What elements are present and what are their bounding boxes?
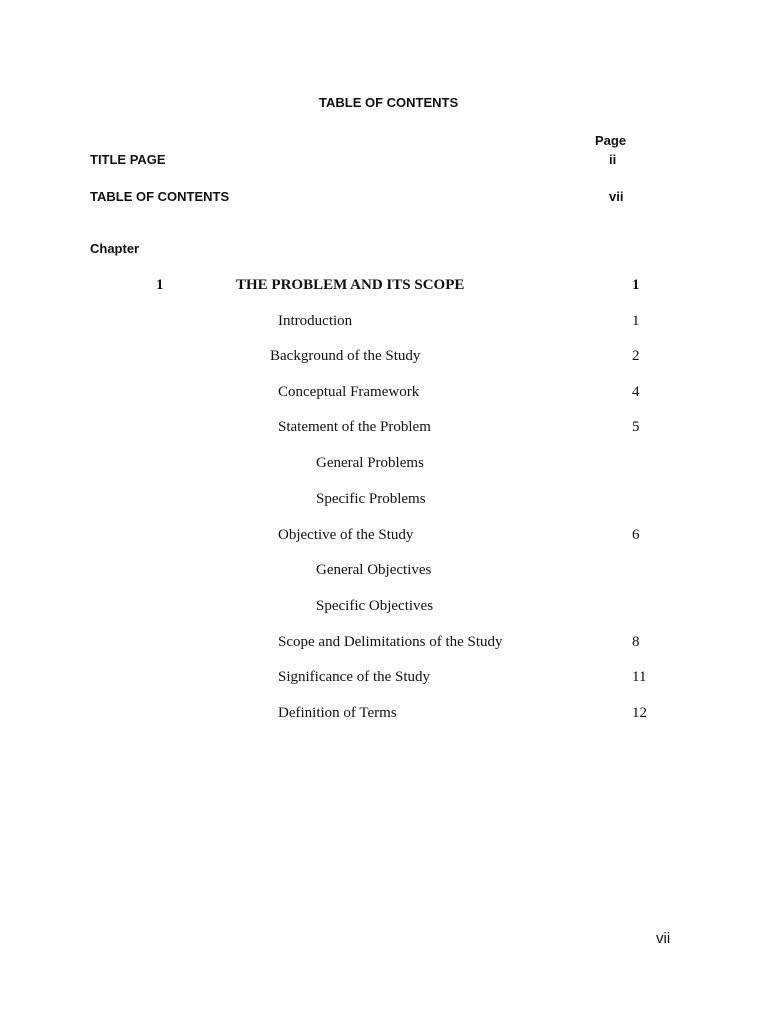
toc-entry-label: Specific Problems bbox=[316, 491, 426, 507]
toc-entry-label: Objective of the Study bbox=[278, 527, 414, 543]
page-number: vii bbox=[656, 930, 671, 947]
toc-heading: TABLE OF CONTENTS bbox=[319, 95, 459, 110]
toc-entry-label: Specific Objectives bbox=[316, 598, 434, 614]
front-matter-toc-number: vii bbox=[609, 189, 624, 204]
toc-entry-page: 5 bbox=[632, 419, 640, 435]
toc-entry-label: General Problems bbox=[316, 455, 424, 471]
front-matter-title-page-number: ii bbox=[609, 152, 617, 167]
front-matter-title-page-label: TITLE PAGE bbox=[90, 152, 166, 167]
toc-entry-page: 11 bbox=[632, 669, 647, 685]
toc-entry-label: Conceptual Framework bbox=[278, 384, 420, 400]
toc-entry-page: 4 bbox=[632, 384, 640, 400]
front-matter-toc-label: TABLE OF CONTENTS bbox=[90, 189, 230, 204]
chapter-page: 1 bbox=[632, 277, 640, 293]
toc-entry-page: 1 bbox=[632, 313, 640, 329]
chapter-column-label: Chapter bbox=[90, 241, 140, 256]
page-column-label: Page bbox=[595, 133, 627, 148]
toc-entry-page: 2 bbox=[632, 348, 640, 364]
toc-entry-label: Scope and Delimitations of the Study bbox=[278, 634, 503, 650]
chapter-number: 1 bbox=[156, 277, 164, 293]
chapter-title: THE PROBLEM AND ITS SCOPE bbox=[236, 277, 465, 293]
toc-entry-page: 6 bbox=[632, 527, 640, 543]
toc-entry-label: Definition of Terms bbox=[278, 705, 397, 721]
toc-entry-label: Statement of the Problem bbox=[278, 419, 431, 435]
toc-entry-label: Significance of the Study bbox=[278, 669, 431, 685]
toc-entry-page: 8 bbox=[632, 634, 640, 650]
toc-entry-label: General Objectives bbox=[316, 562, 432, 578]
toc-entry-label: Background of the Study bbox=[270, 348, 421, 364]
toc-entry-label: Introduction bbox=[278, 313, 353, 329]
toc-entry-page: 12 bbox=[632, 705, 647, 721]
